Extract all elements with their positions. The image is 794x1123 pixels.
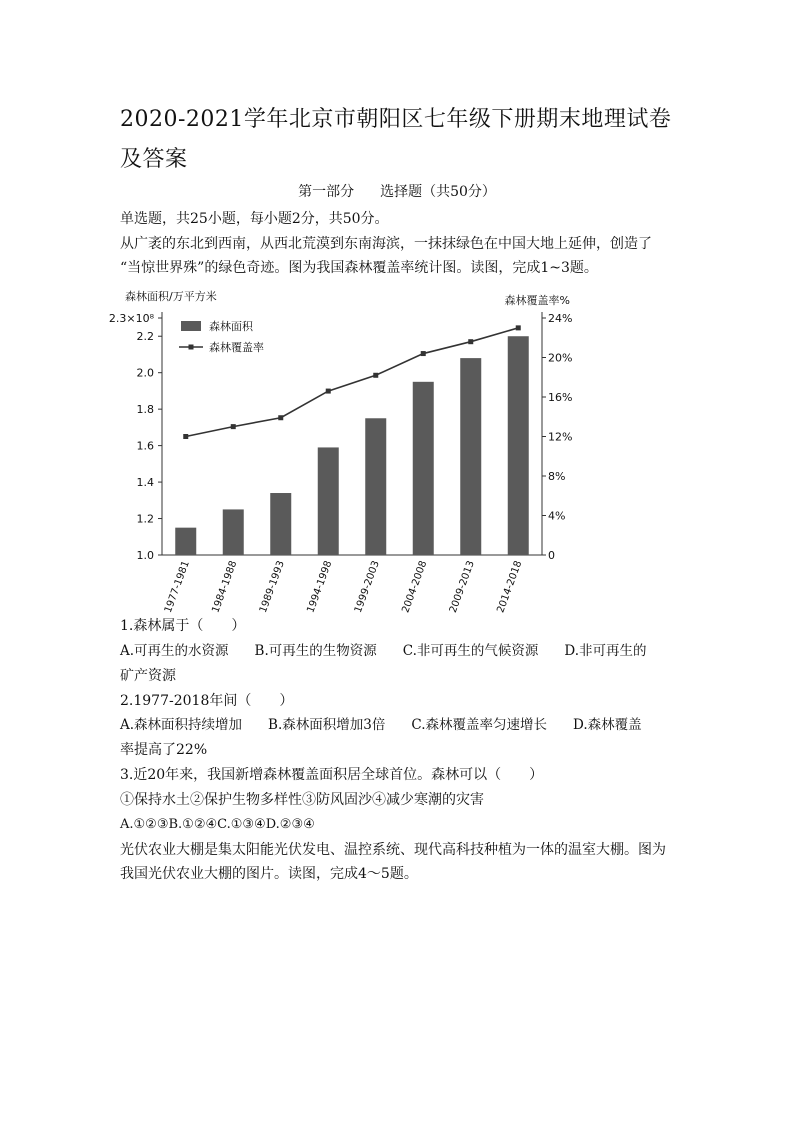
x-tick-label: 1989-1993 [257, 559, 287, 615]
coverage-point [373, 373, 378, 378]
q1-option-c: C.非可再生的气候资源 [402, 643, 539, 659]
coverage-point [421, 351, 426, 356]
q1-option-b: B.可再生的生物资源 [254, 643, 377, 659]
forest-area-bar [175, 528, 196, 555]
x-tick-label: 2014-2018 [495, 559, 525, 615]
question-3-items: ①保持水土②保护生物多样性③防风固沙④减少寒潮的灾害 [120, 792, 484, 808]
intro-paragraph-2-line-2: 我国光伏农业大棚的图片。读图，完成4～5题。 [120, 866, 418, 882]
question-1-stem: 1.森林属于（ ） [120, 618, 246, 634]
right-tick-label: 8% [548, 470, 566, 483]
forest-area-bar [223, 509, 244, 555]
question-2-options [120, 713, 680, 737]
q2-option-c: C.森林覆盖率匀速增长 [411, 717, 547, 733]
coverage-point [231, 424, 236, 429]
coverage-point [516, 325, 521, 330]
question-3-options: A.①②③B.①②④C.①③④D.②③④ [120, 817, 315, 832]
q2-option-a: A.森林面积持续增加 [120, 717, 243, 733]
q1-option-d: D.非可再生的 [564, 643, 647, 659]
right-tick-label: 24% [548, 312, 573, 325]
right-tick-label: 4% [548, 509, 566, 523]
left-tick-label: 1.0 [136, 549, 154, 562]
chart-legend [179, 319, 264, 354]
q1-option-a: A.可再生的水资源 [120, 643, 229, 659]
question-3-stem: 3.近20年来，我国新增森林覆盖面积居全球首位。森林可以（ ） [120, 767, 544, 783]
forest-area-bar [365, 418, 386, 555]
chart-bars [175, 336, 529, 555]
q2-option-b: B.森林面积增加3倍 [268, 717, 386, 733]
left-top-tick-label: 2.3×10⁸ [108, 312, 154, 325]
intro-paragraph-line-2: “当惊世界殊”的绿色奇迹。图为我国森林覆盖率统计图。读图，完成1~3题。 [120, 260, 598, 276]
coverage-point [326, 389, 331, 394]
q2-option-d: D.森林覆盖 [573, 717, 642, 733]
legend-line-marker [189, 345, 194, 350]
forest-area-bar [318, 447, 339, 555]
intro-paragraph-line-1: 从广袤的东北到西南，从西北荒漠到东南海滨，一抹抹绿色在中国大地上延伸，创造了 [120, 236, 652, 252]
question-1-options [120, 639, 680, 663]
left-tick-label: 1.4 [136, 476, 154, 490]
section-heading [0, 181, 794, 201]
chart-axes [109, 289, 573, 614]
x-tick-label: 1994-1998 [305, 559, 335, 615]
x-tick-label: 1984-1988 [210, 559, 240, 615]
right-tick-label: 16% [548, 391, 573, 404]
left-tick-label: 2.0 [136, 366, 154, 380]
right-tick-label: 12% [548, 430, 573, 444]
instruction-text: 单选题，共25小题，每小题2分，共50分。 [120, 211, 389, 227]
q2-option-d-continued: 率提高了22% [120, 742, 208, 758]
right-tick-label: 0 [548, 549, 555, 562]
right-axis-title: 森林覆盖率% [504, 294, 570, 307]
q1-option-d-continued: 矿产资源 [120, 668, 176, 684]
forest-area-bar [508, 336, 529, 555]
forest-area-bar [270, 493, 291, 555]
legend-bar-label: 森林面积 [209, 320, 253, 333]
legend-line-label: 森林覆盖率 [209, 341, 264, 354]
left-tick-label: 1.8 [136, 403, 154, 417]
question-2-stem: 2.1977-2018年间（ ） [120, 693, 294, 709]
forest-area-bar [413, 382, 434, 555]
left-tick-label: 2.2 [136, 330, 154, 344]
legend-bar-swatch [181, 321, 201, 331]
x-tick-label: 2004-2008 [400, 559, 430, 615]
left-tick-label: 1.6 [136, 439, 154, 453]
document-title: 2020-2021学年北京市朝阳区七年级下册期末地理试卷及答案 [120, 107, 672, 172]
coverage-point [468, 339, 473, 344]
forest-area-bar [460, 358, 481, 555]
right-tick-label: 20% [548, 351, 573, 365]
section-name: 第一部分 [298, 184, 355, 200]
x-tick-label: 1999-2003 [352, 559, 382, 615]
section-type: 选择题（共50分） [380, 184, 496, 200]
x-tick-label: 1977-1981 [162, 559, 192, 615]
coverage-point [278, 415, 283, 420]
left-tick-label: 1.2 [136, 512, 154, 526]
intro-paragraph-2-line-1: 光伏农业大棚是集太阳能光伏发电、温控系统、现代高科技种植为一体的温室大棚。图为 [120, 842, 666, 858]
left-axis-title: 森林面积/万平方米 [125, 290, 217, 303]
x-tick-label: 2009-2013 [447, 559, 477, 615]
coverage-point [183, 434, 188, 439]
forest-chart [108, 284, 575, 615]
